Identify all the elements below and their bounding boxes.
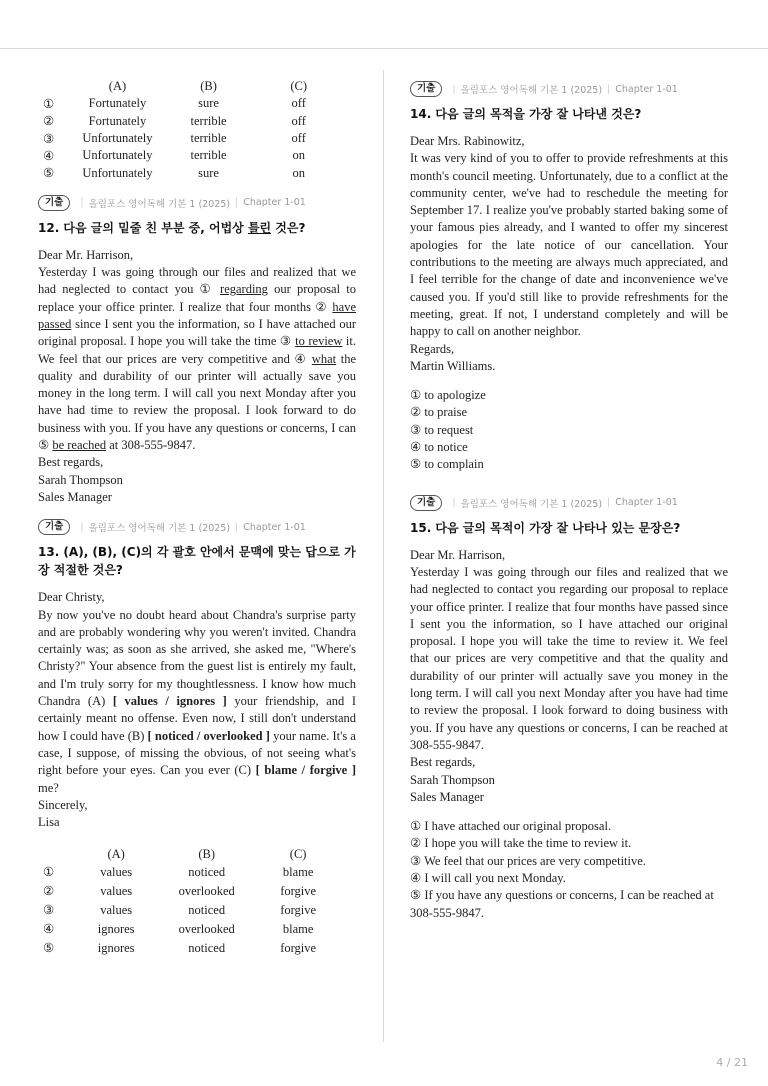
underlined-1: regarding [220,282,268,297]
question-title [38,219,356,237]
signer-role: Sales Manager [38,489,112,504]
signer-role: Sales Manager [410,789,484,804]
greeting: Dear Mr. Harrison, [410,547,506,562]
chapter-name: Chapter 1-01 [615,83,678,95]
table-header-row [38,845,356,862]
cell-c: off [291,113,306,128]
title-underlined: 틀린 [247,220,272,235]
cell-c: forgive [280,883,317,898]
option-number: ⑤ [42,941,55,956]
answer-option[interactable]: ② I hope you will take the time to review it. [410,836,632,851]
book-name: 올림포스 영어독해 기본 1 (2025) [460,85,603,96]
option-number: ① [43,96,55,111]
closing: Best regards, [38,455,104,470]
table-row[interactable] [38,882,356,901]
table-row[interactable] [38,901,356,920]
option-number: ⑤ [43,166,55,181]
tag-separator: | [452,83,456,95]
answer-option[interactable]: ① I have attached our original proposal. [410,819,612,834]
right-column [410,80,728,922]
q11-answer-table [38,78,356,182]
answer-option[interactable]: ③ to request [410,422,474,437]
book-name: 올림포스 영어독해 기본 1 (2025) [88,198,231,210]
cell-c: on [292,165,305,180]
col-header-c: (C) [289,846,307,861]
signer-name: Sarah Thompson [410,772,495,787]
greeting: Dear Mrs. Rabinowitz, [410,134,525,148]
cell-b: noticed [188,902,226,917]
cell-b: noticed [188,940,226,955]
cell-b: terrible [190,148,227,163]
answer-options [410,818,728,922]
bracket-choice-a: [ values / ignores ] [112,694,227,709]
table-row[interactable] [38,113,356,130]
signer-name: Sarah Thompson [38,472,123,487]
cell-b: terrible [190,113,227,128]
passage-body: Yesterday I was going through our files and realized that we had neglected to contact you ① regarding our proposal to replace your office printer. I realize that four months ② have passed since I sent you the information, so I have attached our original proposal. I hope you will take the time ③ to review it. We feel that our prices are very competitive and ④ what the quality and durability of our printer will actually save you money in the long term. I will call you next Monday after you have had time to review the proposal. I look forward to do business with you. If you have any questions or concerns, I can ⑤ be reached at 308-555-9847. [38,265,357,453]
underlined-3: to review [295,334,343,349]
cell-a: values [100,864,133,879]
question-15 [410,494,728,922]
table-row[interactable] [38,130,356,147]
table-row[interactable] [38,920,356,939]
cell-a: Fortunately [88,96,147,111]
question-14 [410,80,728,474]
cell-a: Fortunately [88,113,147,128]
source-tag [410,80,728,98]
source-tag [410,494,728,512]
book-name: 올림포스 영어독해 기본 1 (2025) [460,498,603,510]
table-header-row [38,78,356,95]
col-header-a: (A) [108,79,127,94]
option-number: ② [42,884,55,899]
passage-body: Yesterday I was going through our files and realized that we had neglected to contact you regarding our proposal to replace your office printer. I realize that four months have passed since I sent you the information, so I have attached our original proposal. I hope you will take the time to review it. We feel that our prices are very competitive and that the quality and durability of our printer will actually save you money in the long term. I will call you next Monday after you have had time to review the proposal. I look forward to doing business with you. If you have any questions or concerns, I can be reached at 308-555-9847. [410,564,728,752]
passage [410,133,728,375]
title-text-end: 것은? [271,220,306,235]
option-number: ④ [42,922,55,937]
col-header-b: (B) [198,846,216,861]
col-header-c: (C) [290,79,308,94]
answer-option[interactable]: ① to apologize [410,388,486,403]
underlined-2: have passed [38,299,356,331]
option-number: ③ [42,903,55,918]
passage [38,589,356,831]
source-tag [38,518,356,536]
table-row[interactable] [38,863,356,882]
answer-option[interactable]: ④ I will call you next Monday. [410,870,566,885]
cell-b: terrible [190,131,227,146]
cell-c: blame [282,921,314,936]
exam-badge: 기출 [38,519,70,535]
closing: Regards, [410,341,455,356]
bracket-choice-b: [ noticed / overlooked ] [147,728,270,743]
passage-body: By now you've no doubt heard about Chandra's surprise party and are probably wondering why you weren't invited. Chandra certainly was; as soon as she arrived, she asked me, "Where's Christy?" Your absence from the guest list is entirely my fault, and I'm truly sorry for my thoughtlessness. I know how much Chandra (A) [ values / ignores ] your friendship, and I certainly meant no offense. Even now, I still don't understand how I could have (B) [ noticed / overlooked ] your name. It's a case, I suppose, of missing the obvious, of not seeing what's right before your eyes. Can you ever (C) [ blame / forgive ] me? [38,607,357,795]
signer-name: Martin Williams. [410,358,496,373]
cell-a: Unfortunately [82,165,153,180]
answer-option[interactable]: ④ to notice [410,440,468,455]
col-header-b: (B) [200,79,217,94]
cell-c: off [291,131,306,146]
exam-badge: 기출 [38,195,70,211]
cell-a: values [100,902,133,917]
cell-c: forgive [280,902,317,917]
closing: Sincerely, [38,797,88,812]
question-title: 13. (A), (B), (C)의 각 괄호 안에서 문맥에 맞는 답으로 가장 적절한 것은? [38,545,356,578]
cell-a: Unfortunately [82,131,153,146]
cell-a: values [100,883,133,898]
tag-separator: | [80,521,84,533]
bracket-choice-c: [ blame / forgive ] [255,763,356,778]
title-text: 12. 다음 글의 밑줄 친 부분 중, 어법상 [38,220,248,235]
option-number: ③ [43,131,55,146]
tag-separator: | [452,497,456,509]
underlined-5: be reached [52,438,107,453]
option-number: ④ [43,148,55,163]
question-title: 15. 다음 글의 목적이 가장 잘 나타나 있는 문장은? [410,520,681,535]
table-row[interactable] [38,164,356,181]
page-number: 4 / 21 [716,1056,748,1069]
exam-badge: 기출 [410,81,442,97]
left-column [38,78,356,958]
table-row[interactable] [38,939,356,958]
cell-b: overlooked [178,921,235,936]
cell-c: forgive [280,940,317,955]
option-number: ① [42,865,55,880]
tag-separator: | [607,83,611,95]
cell-b: overlooked [178,883,235,898]
chapter-name: Chapter 1-01 [243,521,306,533]
tag-separator: | [607,497,611,509]
cell-c: blame [282,864,314,879]
cell-b: sure [198,165,219,180]
cell-b: noticed [188,864,226,879]
question-title: 14. 다음 글의 목적을 가장 잘 나타낸 것은? [410,107,642,121]
book-name: 올림포스 영어독해 기본 1 (2025) [88,523,231,535]
answer-option[interactable]: ② to praise [410,405,468,420]
cell-b: sure [198,96,219,111]
option-number: ② [43,114,55,129]
question-12 [38,194,356,506]
underlined-4: what [311,351,337,366]
tag-separator: | [235,521,239,533]
passage-body: It was very kind of you to offer to provide refreshments at this month's council meeting. Unfortunately, due to a conflict at the community center, we've had to reschedule the meeting for September 17. I realize you've probably started baking some of your famous pies already, and I wanted to offer my sincerest apologies for the late notice of our cancellation. Your contributions to the meeting are always much appreciated, and I feel terrible for the change of date and inconvenience we've caused you. If you'd still like to provide refreshments for the meeting, great. If not, I understand completely and will be happy to call on another neighbor. [410,151,728,339]
signer-name: Lisa [38,815,60,830]
header-divider [0,48,768,49]
greeting: Dear Mr. Harrison, [38,247,134,262]
table-row[interactable] [38,95,356,112]
chapter-name: Chapter 1-01 [243,197,306,209]
q13-answer-table [38,845,356,957]
answer-option[interactable]: ⑤ If you have any questions or concerns, I can be reached at 308-555-9847. [410,888,714,920]
cell-a: ignores [97,921,135,936]
exam-badge: 기출 [410,495,442,511]
chapter-name: Chapter 1-01 [615,497,678,509]
col-header-a: (A) [107,846,125,861]
answer-option[interactable]: ③ We feel that our prices are very competitive. [410,853,646,868]
table-row[interactable] [38,147,356,164]
greeting: Dear Christy, [38,590,105,605]
passage [410,547,728,806]
answer-option[interactable]: ⑤ to complain [410,457,484,472]
closing: Best regards, [410,755,476,770]
cell-c: off [291,96,306,111]
passage [38,247,356,506]
question-13 [38,518,356,957]
cell-c: on [292,148,305,163]
source-tag [38,194,356,212]
tag-separator: | [235,197,239,209]
tag-separator: | [80,197,84,209]
cell-a: Unfortunately [82,148,153,163]
column-divider [383,70,384,1042]
answer-options [410,387,728,473]
cell-a: ignores [97,940,135,955]
